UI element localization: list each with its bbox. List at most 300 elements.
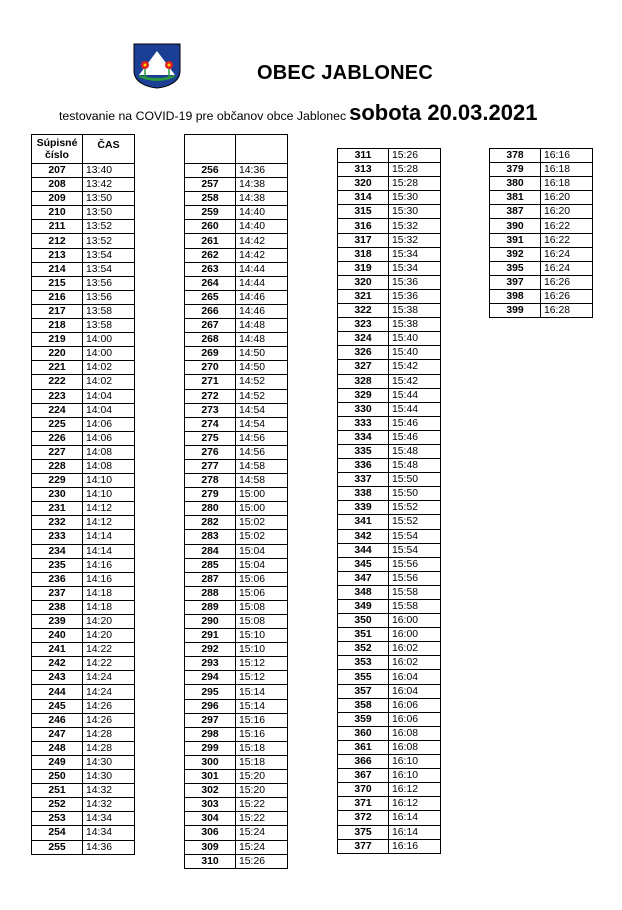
table-row [32, 586, 135, 600]
time-cell: 15:24 [236, 826, 288, 840]
time-cell: 14:00 [83, 333, 135, 347]
house-number-cell: 260 [185, 220, 236, 234]
time-cell: 15:20 [236, 784, 288, 798]
house-number-cell: 299 [185, 741, 236, 755]
house-number-cell: 224 [32, 403, 83, 417]
time-cell: 15:00 [236, 502, 288, 516]
table-row [338, 769, 441, 783]
table-row [490, 191, 593, 205]
time-cell: 15:50 [389, 487, 441, 501]
house-number-cell: 247 [32, 727, 83, 741]
table-row [338, 698, 441, 712]
house-number-cell: 234 [32, 544, 83, 558]
table-row [32, 657, 135, 671]
table-row [32, 347, 135, 361]
table-row [185, 459, 288, 473]
table-row [338, 233, 441, 247]
house-number-cell: 318 [338, 247, 389, 261]
house-number-cell: 300 [185, 755, 236, 769]
table-row [185, 755, 288, 769]
time-cell: 16:24 [541, 261, 593, 275]
table-row [32, 713, 135, 727]
table-row [338, 360, 441, 374]
table-row [32, 615, 135, 629]
time-cell: 14:14 [83, 530, 135, 544]
house-number-cell: 257 [185, 178, 236, 192]
house-number-cell: 208 [32, 178, 83, 192]
table-row [338, 473, 441, 487]
house-number-cell: 282 [185, 516, 236, 530]
table-row [338, 501, 441, 515]
table-row [338, 515, 441, 529]
table-row [32, 755, 135, 769]
house-number-cell: 321 [338, 289, 389, 303]
table-row [490, 247, 593, 261]
time-cell: 16:02 [389, 642, 441, 656]
house-number-cell: 268 [185, 333, 236, 347]
house-number-cell: 276 [185, 445, 236, 459]
time-cell: 16:14 [389, 811, 441, 825]
house-number-cell: 231 [32, 502, 83, 516]
table-row [185, 403, 288, 417]
table-row [185, 290, 288, 304]
house-number-cell: 227 [32, 445, 83, 459]
time-cell: 16:04 [389, 670, 441, 684]
house-number-cell: 316 [338, 219, 389, 233]
time-cell: 15:48 [389, 459, 441, 473]
house-number-cell: 320 [338, 177, 389, 191]
time-cell: 16:26 [541, 275, 593, 289]
house-number-cell: 261 [185, 234, 236, 248]
time-cell: 14:10 [83, 488, 135, 502]
house-number-cell: 323 [338, 318, 389, 332]
table-row [338, 726, 441, 740]
table-row [338, 163, 441, 177]
time-cell: 14:08 [83, 445, 135, 459]
house-number-cell: 243 [32, 671, 83, 685]
table-row [338, 825, 441, 839]
table-row [338, 205, 441, 219]
time-cell: 14:46 [236, 290, 288, 304]
house-number-cell: 296 [185, 699, 236, 713]
table-row [338, 585, 441, 599]
house-number-cell: 265 [185, 290, 236, 304]
house-number-cell: 397 [490, 275, 541, 289]
table-row [185, 474, 288, 488]
house-number-cell: 233 [32, 530, 83, 544]
house-number-cell: 330 [338, 402, 389, 416]
table-row [185, 304, 288, 318]
time-cell: 15:46 [389, 416, 441, 430]
time-cell: 14:52 [236, 389, 288, 403]
table-row [185, 375, 288, 389]
table-row [185, 192, 288, 206]
table-header-row [32, 135, 135, 164]
table-row [490, 261, 593, 275]
table-row [32, 629, 135, 643]
house-number-cell: 326 [338, 346, 389, 360]
time-cell: 15:40 [389, 346, 441, 360]
time-cell: 15:08 [236, 615, 288, 629]
time-cell: 15:04 [236, 544, 288, 558]
time-cell: 15:30 [389, 205, 441, 219]
house-number-cell: 298 [185, 727, 236, 741]
house-number-cell: 335 [338, 444, 389, 458]
house-number-cell: 283 [185, 530, 236, 544]
time-cell: 16:28 [541, 304, 593, 318]
house-number-cell: 274 [185, 417, 236, 431]
table-row [32, 262, 135, 276]
house-number-cell: 211 [32, 220, 83, 234]
house-number-cell: 379 [490, 163, 541, 177]
time-cell: 13:42 [83, 178, 135, 192]
table-row [32, 798, 135, 812]
time-cell: 14:48 [236, 333, 288, 347]
time-cell: 14:06 [83, 431, 135, 445]
time-cell: 15:38 [389, 304, 441, 318]
house-number-cell: 378 [490, 149, 541, 163]
house-number-cell: 292 [185, 643, 236, 657]
table-row [32, 558, 135, 572]
table-row [338, 459, 441, 473]
house-number-cell: 253 [32, 812, 83, 826]
time-cell: 15:10 [236, 629, 288, 643]
schedule-table-4 [489, 148, 593, 318]
table-row [32, 459, 135, 473]
house-number-cell: 320 [338, 275, 389, 289]
time-cell: 14:26 [83, 699, 135, 713]
house-number-cell: 266 [185, 304, 236, 318]
time-cell: 15:44 [389, 402, 441, 416]
time-cell: 14:56 [236, 445, 288, 459]
house-number-cell: 212 [32, 234, 83, 248]
table-row [32, 234, 135, 248]
house-number-cell: 311 [338, 149, 389, 163]
table-row [490, 163, 593, 177]
time-cell: 16:10 [389, 755, 441, 769]
time-cell: 16:20 [541, 191, 593, 205]
house-number-cell: 313 [338, 163, 389, 177]
house-number-cell: 341 [338, 515, 389, 529]
time-cell: 14:58 [236, 459, 288, 473]
house-number-cell: 273 [185, 403, 236, 417]
table-row [185, 600, 288, 614]
time-cell: 14:28 [83, 741, 135, 755]
time-cell: 15:20 [236, 770, 288, 784]
time-cell: 15:22 [236, 812, 288, 826]
time-cell: 16:22 [541, 233, 593, 247]
house-number-cell: 344 [338, 543, 389, 557]
table-row [338, 642, 441, 656]
house-number-cell: 272 [185, 389, 236, 403]
house-number-cell: 336 [338, 459, 389, 473]
time-cell: 15:24 [236, 840, 288, 854]
table-row [32, 304, 135, 318]
house-number-cell: 328 [338, 374, 389, 388]
time-cell: 14:14 [83, 544, 135, 558]
time-cell: 14:16 [83, 572, 135, 586]
table-row [490, 219, 593, 233]
time-cell: 14:16 [83, 558, 135, 572]
house-number-cell: 210 [32, 206, 83, 220]
house-number-cell: 228 [32, 459, 83, 473]
house-number-cell: 278 [185, 474, 236, 488]
table-row [185, 234, 288, 248]
house-number-cell: 314 [338, 191, 389, 205]
house-number-cell: 235 [32, 558, 83, 572]
house-number-cell: 246 [32, 713, 83, 727]
time-cell: 13:52 [83, 234, 135, 248]
table-row [490, 177, 593, 191]
time-cell: 15:14 [236, 699, 288, 713]
table-row [185, 854, 288, 868]
table-row [338, 388, 441, 402]
table-row [32, 361, 135, 375]
time-cell: 15:58 [389, 585, 441, 599]
time-cell: 15:52 [389, 501, 441, 515]
house-number-cell: 232 [32, 516, 83, 530]
time-cell: 15:10 [236, 643, 288, 657]
house-number-cell: 250 [32, 770, 83, 784]
time-cell: 15:40 [389, 332, 441, 346]
house-number-cell: 251 [32, 784, 83, 798]
house-number-cell: 270 [185, 361, 236, 375]
table-row [185, 727, 288, 741]
table-row [338, 529, 441, 543]
house-number-cell: 334 [338, 430, 389, 444]
time-cell: 14:34 [83, 812, 135, 826]
house-number-cell: 238 [32, 600, 83, 614]
time-cell: 14:20 [83, 629, 135, 643]
table-row [338, 755, 441, 769]
time-cell: 14:20 [83, 615, 135, 629]
time-cell: 14:36 [83, 840, 135, 854]
time-cell: 16:14 [389, 825, 441, 839]
table-row [32, 192, 135, 206]
table-row [32, 333, 135, 347]
table-row [338, 149, 441, 163]
house-number-cell: 241 [32, 643, 83, 657]
time-cell: 13:58 [83, 319, 135, 333]
house-number-cell: 315 [338, 205, 389, 219]
time-cell: 16:12 [389, 783, 441, 797]
time-cell: 14:04 [83, 389, 135, 403]
time-cell: 14:04 [83, 403, 135, 417]
time-cell: 15:48 [389, 444, 441, 458]
house-number-cell: 287 [185, 572, 236, 586]
time-cell: 16:08 [389, 740, 441, 754]
time-cell: 15:42 [389, 374, 441, 388]
house-number-cell: 291 [185, 629, 236, 643]
house-number-cell: 222 [32, 375, 83, 389]
house-number-cell: 207 [32, 164, 83, 178]
house-number-cell: 317 [338, 233, 389, 247]
table-row [185, 248, 288, 262]
table-row [32, 474, 135, 488]
time-cell: 14:28 [83, 727, 135, 741]
house-number-cell: 338 [338, 487, 389, 501]
house-number-cell: 351 [338, 628, 389, 642]
table-row [32, 276, 135, 290]
table-row [32, 375, 135, 389]
house-number-cell: 361 [338, 740, 389, 754]
time-cell: 16:12 [389, 797, 441, 811]
house-number-cell: 309 [185, 840, 236, 854]
table-row [338, 811, 441, 825]
house-number-cell: 342 [338, 529, 389, 543]
house-number-cell: 288 [185, 586, 236, 600]
time-cell: 16:10 [389, 769, 441, 783]
time-cell: 14:40 [236, 220, 288, 234]
table-row [185, 657, 288, 671]
table-row [185, 347, 288, 361]
table-row [32, 290, 135, 304]
table-row [185, 276, 288, 290]
time-cell: 14:44 [236, 276, 288, 290]
table-row [185, 502, 288, 516]
house-number-cell: 285 [185, 558, 236, 572]
table-row [185, 798, 288, 812]
table-row [185, 558, 288, 572]
table-row [185, 445, 288, 459]
table-row [185, 840, 288, 854]
time-cell: 15:04 [236, 558, 288, 572]
house-number-cell: 375 [338, 825, 389, 839]
table-row [338, 261, 441, 275]
time-cell: 13:54 [83, 248, 135, 262]
time-cell: 14:02 [83, 361, 135, 375]
table-row [338, 247, 441, 261]
house-number-cell: 367 [338, 769, 389, 783]
house-number-cell: 279 [185, 488, 236, 502]
house-number-cell: 248 [32, 741, 83, 755]
table-row [338, 416, 441, 430]
table-row [185, 572, 288, 586]
house-number-cell: 310 [185, 854, 236, 868]
house-number-cell: 399 [490, 304, 541, 318]
house-number-cell: 392 [490, 247, 541, 261]
table-row [32, 741, 135, 755]
time-cell: 16:02 [389, 656, 441, 670]
time-cell: 15:02 [236, 516, 288, 530]
time-cell: 14:00 [83, 347, 135, 361]
subtitle: testovanie na COVID-19 pre občanov obce Jablonec [59, 109, 347, 123]
table-row [32, 530, 135, 544]
house-number-cell: 387 [490, 205, 541, 219]
time-cell: 15:16 [236, 727, 288, 741]
house-number-cell: 306 [185, 826, 236, 840]
house-number-cell: 271 [185, 375, 236, 389]
time-cell: 14:02 [83, 375, 135, 389]
time-cell: 15:36 [389, 289, 441, 303]
house-number-cell: 229 [32, 474, 83, 488]
table-row [185, 615, 288, 629]
table-row [338, 543, 441, 557]
table-row [32, 403, 135, 417]
table-row [32, 248, 135, 262]
schedule-table-2 [184, 134, 288, 869]
house-number-cell: 252 [32, 798, 83, 812]
table-row [185, 699, 288, 713]
table-row [185, 671, 288, 685]
house-number-cell: 220 [32, 347, 83, 361]
time-cell: 14:30 [83, 770, 135, 784]
time-cell: 13:56 [83, 290, 135, 304]
time-cell: 16:20 [541, 205, 593, 219]
table-row [185, 361, 288, 375]
table-row [32, 685, 135, 699]
table-row [338, 557, 441, 571]
time-cell: 13:54 [83, 262, 135, 276]
table-row [32, 643, 135, 657]
time-cell: 14:10 [83, 474, 135, 488]
house-number-cell: 275 [185, 431, 236, 445]
table-row [32, 319, 135, 333]
time-cell: 14:52 [236, 375, 288, 389]
time-cell: 15:34 [389, 261, 441, 275]
table-row [32, 178, 135, 192]
time-cell: 16:00 [389, 614, 441, 628]
house-number-cell: 395 [490, 261, 541, 275]
time-cell: 14:22 [83, 643, 135, 657]
table-row [338, 275, 441, 289]
house-number-cell: 358 [338, 698, 389, 712]
house-number-cell: 217 [32, 304, 83, 318]
time-cell: 16:22 [541, 219, 593, 233]
house-number-cell: 324 [338, 332, 389, 346]
time-cell: 16:24 [541, 247, 593, 261]
table-row [32, 727, 135, 741]
time-cell: 15:28 [389, 177, 441, 191]
table-row [32, 812, 135, 826]
house-number-header: Súpisné číslo [32, 135, 83, 164]
coat-of-arms-logo [133, 43, 181, 89]
house-number-cell: 295 [185, 685, 236, 699]
table-row [32, 784, 135, 798]
house-number-cell: 280 [185, 502, 236, 516]
house-number-cell: 360 [338, 726, 389, 740]
table-row [338, 487, 441, 501]
table-row [338, 797, 441, 811]
time-cell: 14:24 [83, 671, 135, 685]
house-number-cell: 348 [338, 585, 389, 599]
time-cell: 15:32 [389, 219, 441, 233]
house-number-cell: 327 [338, 360, 389, 374]
time-cell: 15:56 [389, 571, 441, 585]
time-cell: 14:58 [236, 474, 288, 488]
house-number-cell: 359 [338, 712, 389, 726]
house-number-cell: 219 [32, 333, 83, 347]
table-row [338, 712, 441, 726]
time-cell: 15:12 [236, 671, 288, 685]
house-number-cell: 209 [32, 192, 83, 206]
house-number-cell: 353 [338, 656, 389, 670]
table-row [338, 839, 441, 853]
table-row [338, 374, 441, 388]
house-number-cell: 297 [185, 713, 236, 727]
house-number-cell: 371 [338, 797, 389, 811]
house-number-cell: 294 [185, 671, 236, 685]
table-row [32, 840, 135, 854]
time-cell: 14:18 [83, 600, 135, 614]
table-row [338, 444, 441, 458]
time-cell: 16:16 [389, 839, 441, 853]
time-cell: 15:54 [389, 529, 441, 543]
table-row [185, 164, 288, 178]
time-cell: 16:18 [541, 177, 593, 191]
time-cell: 15:38 [389, 318, 441, 332]
time-cell: 14:32 [83, 798, 135, 812]
